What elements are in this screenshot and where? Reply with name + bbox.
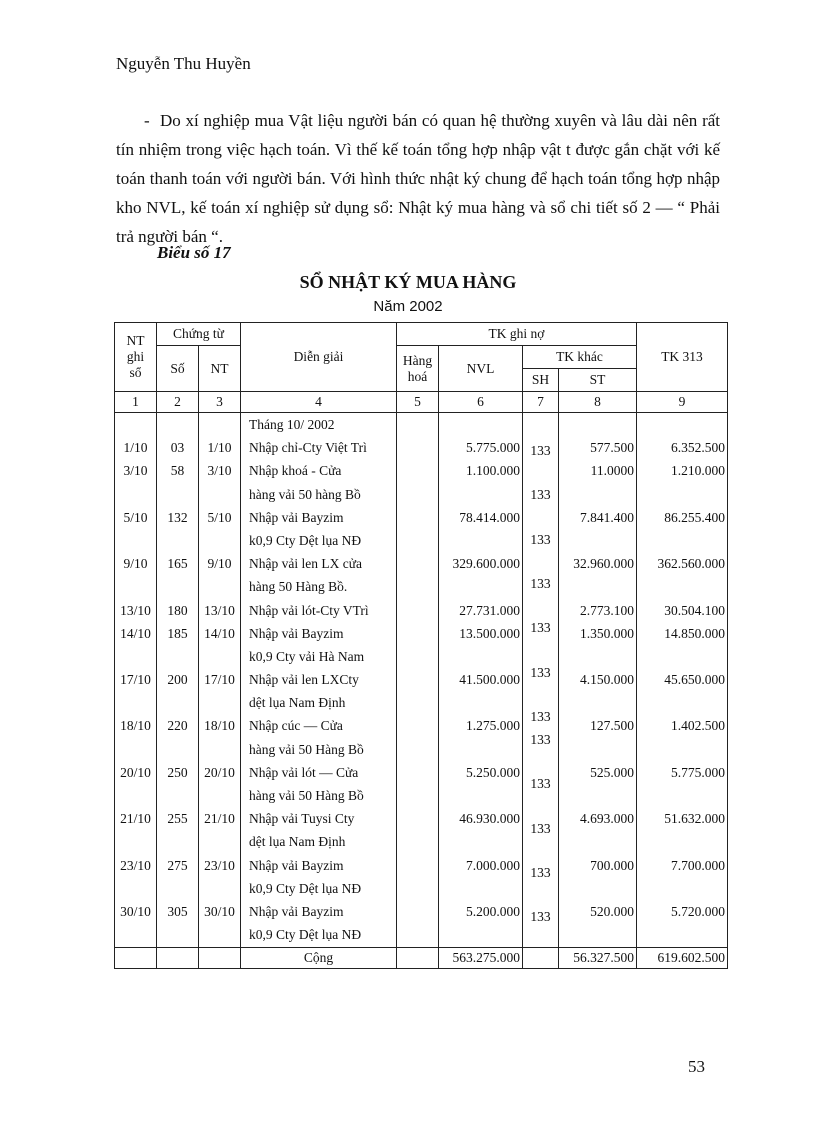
cell-sh: 133 [530, 776, 551, 792]
cell-tk313: 30.504.100 [664, 602, 725, 618]
cell-st [561, 575, 634, 598]
cell-desc: Nhập vải Tuysi Cty [249, 811, 355, 827]
cell-so: 132 [167, 509, 188, 525]
cell-hang-hoa [399, 599, 436, 622]
cell-nt-ghi [117, 691, 154, 714]
cell-tk313: 5.720.000 [671, 903, 725, 919]
cell-tk313: 6.352.500 [671, 440, 725, 456]
col-number: 4 [241, 392, 397, 413]
cell-nt-ghi: 13/10 [120, 602, 151, 618]
cell-so: 305 [167, 903, 188, 919]
col-number: 7 [523, 392, 559, 413]
cell-tk313: 86.255.400 [664, 509, 725, 525]
header-st: ST [559, 369, 637, 392]
cell-so: 255 [167, 811, 188, 827]
cell-tk313 [639, 645, 725, 668]
cell-hang-hoa [399, 784, 436, 807]
cell-hang-hoa [399, 575, 436, 598]
cell-desc: Nhập vải Bayzim [249, 509, 344, 525]
cell-sh: 133 [530, 909, 551, 925]
cell-nvl [441, 529, 520, 552]
cell-so: 03 [170, 440, 185, 456]
total-st: 56.327.500 [559, 947, 637, 968]
figure-label: Biểu số 17 [157, 243, 231, 262]
cell-so [159, 784, 196, 807]
cell-so [159, 413, 196, 436]
cell-nt: 30/10 [204, 903, 235, 919]
cell-st: 520.000 [590, 903, 634, 919]
cell-nt: 14/10 [204, 625, 235, 641]
cell-tk313: 1.402.500 [671, 718, 725, 734]
cell-st [561, 738, 634, 761]
cell-desc: Nhập vải len LXCty [249, 672, 359, 688]
header-chung-tu: Chứng từ [157, 323, 241, 346]
cell-tk313 [639, 923, 725, 946]
sh-lines [525, 413, 556, 947]
cell-hang-hoa [399, 645, 436, 668]
cell-nt [201, 738, 238, 761]
header-tk-khac: TK khác [523, 346, 637, 369]
cell-st [561, 413, 634, 436]
cell-nt [201, 645, 238, 668]
cell-sh: 133 [530, 664, 551, 680]
cell-nvl [441, 483, 520, 506]
cell-sh [525, 683, 556, 706]
total-empty [397, 947, 439, 968]
cell-nt: 3/10 [207, 463, 232, 479]
cell-sh [525, 416, 556, 439]
cell-st [561, 784, 634, 807]
cell-sh: 133 [530, 731, 551, 747]
cell-tk313 [639, 784, 725, 807]
cell-so [159, 738, 196, 761]
cell-nt-ghi [117, 529, 154, 552]
st-column [559, 413, 637, 948]
cell-sh [525, 928, 556, 951]
total-empty [199, 947, 241, 968]
cell-nvl: 1.275.000 [466, 718, 520, 734]
cell-tk313: 5.775.000 [671, 764, 725, 780]
cell-desc: dệt lụa Nam Định [249, 695, 346, 711]
cell-hang-hoa [399, 552, 436, 575]
col-number: 1 [115, 392, 157, 413]
table-body-row [115, 413, 728, 948]
header-tk-ghi-no: TK ghi nợ [397, 323, 637, 346]
intro-paragraph [116, 106, 720, 251]
cell-hang-hoa [399, 459, 436, 482]
cell-desc: dệt lụa Nam Định [249, 834, 346, 850]
author-name: Nguyễn Thu Huyền [116, 54, 251, 73]
cell-nt [201, 877, 238, 900]
cell-sh [525, 550, 556, 573]
cell-st: 525.000 [590, 764, 634, 780]
cell-nt: 23/10 [204, 857, 235, 873]
cell-nt-ghi: 14/10 [120, 625, 151, 641]
col-number: 6 [439, 392, 523, 413]
cell-sh [525, 461, 556, 484]
cell-nt-ghi [117, 645, 154, 668]
cell-hang-hoa [399, 807, 436, 830]
cell-so [159, 645, 196, 668]
cell-nt [201, 691, 238, 714]
cell-st: 4.150.000 [580, 672, 634, 688]
cell-so [159, 575, 196, 598]
cell-nt: 20/10 [204, 764, 235, 780]
cell-hang-hoa [399, 483, 436, 506]
cell-so [159, 877, 196, 900]
ledger-title: SỔ NHẬT KÝ MUA HÀNG [299, 272, 517, 292]
cell-tk313 [639, 529, 725, 552]
cell-hang-hoa [399, 622, 436, 645]
cell-tk313: 45.650.000 [664, 672, 725, 688]
cell-sh [525, 594, 556, 617]
cell-nvl [441, 738, 520, 761]
cell-sh: 133 [530, 709, 551, 725]
cell-tk313: 14.850.000 [664, 625, 725, 641]
cell-nt-ghi [117, 830, 154, 853]
cell-tk313: 51.632.000 [664, 811, 725, 827]
cell-nvl: 27.731.000 [459, 602, 520, 618]
cell-nvl: 46.930.000 [459, 811, 520, 827]
cell-nt-ghi: 17/10 [120, 672, 151, 688]
cell-desc: hàng vải 50 Hàng Bồ [249, 788, 364, 803]
cell-st [561, 529, 634, 552]
cell-desc: Nhập chỉ-Cty Việt Trì [249, 440, 367, 456]
cell-hang-hoa [399, 923, 436, 946]
cell-so: 58 [170, 463, 185, 479]
cell-nt [201, 784, 238, 807]
cell-nvl: 5.250.000 [466, 764, 520, 780]
total-label: Cộng [241, 947, 397, 968]
cell-so: 185 [167, 625, 188, 641]
cell-hang-hoa [399, 506, 436, 529]
cell-sh: 133 [530, 620, 551, 636]
cell-sh [525, 839, 556, 862]
cell-st [561, 483, 634, 506]
so-column [157, 413, 199, 948]
cell-nt [201, 923, 238, 946]
sh-column [523, 413, 559, 948]
cell-desc: hàng vải 50 hàng Bồ [249, 486, 361, 502]
cell-tk313 [639, 413, 725, 436]
cell-hang-hoa [399, 761, 436, 784]
cell-sh: 133 [530, 820, 551, 836]
cell-desc: Nhập vải Bayzim [249, 857, 344, 873]
cell-desc: hàng 50 Hàng Bồ. [249, 579, 348, 595]
cell-st: 32.960.000 [573, 556, 634, 572]
cell-nvl [441, 923, 520, 946]
cell-st [561, 877, 634, 900]
cell-tk313 [639, 483, 725, 506]
cell-so: 250 [167, 764, 188, 780]
cell-st: 11.0000 [590, 463, 634, 479]
cell-sh: 133 [530, 575, 551, 591]
cell-nvl: 41.500.000 [459, 672, 520, 688]
cell-nt [201, 413, 238, 436]
cell-hang-hoa [399, 413, 436, 436]
cell-tk313: 362.560.000 [657, 556, 725, 572]
cell-desc: Nhập vải lót — Cửa [249, 764, 359, 780]
cell-nvl [441, 691, 520, 714]
purchase-journal-table [114, 322, 728, 969]
cell-nt-ghi [117, 738, 154, 761]
cell-st [561, 923, 634, 946]
cell-nt-ghi [117, 923, 154, 946]
cell-tk313 [639, 738, 725, 761]
cell-st: 2.773.100 [580, 602, 634, 618]
cell-hang-hoa [399, 529, 436, 552]
cell-sh [525, 505, 556, 528]
cell-desc: Nhập khoá - Cửa [249, 463, 342, 479]
cell-desc: k0,9 Cty vải Hà Nam [249, 648, 365, 664]
cell-nvl [441, 575, 520, 598]
cell-sh [525, 883, 556, 906]
cell-hang-hoa [399, 854, 436, 877]
cell-nvl: 329.600.000 [452, 556, 520, 572]
cell-st [561, 830, 634, 853]
cell-hang-hoa [399, 436, 436, 459]
cell-hang-hoa [399, 830, 436, 853]
cell-sh [525, 639, 556, 662]
cell-sh [525, 750, 556, 773]
cell-st: 127.500 [590, 718, 634, 734]
cell-tk313 [639, 691, 725, 714]
cell-nt: 21/10 [204, 811, 235, 827]
cell-desc: hàng vải 50 Hàng Bồ [249, 741, 364, 757]
total-nvl: 563.275.000 [439, 947, 523, 968]
cell-st [561, 645, 634, 668]
cell-desc: Nhập vải Bayzim [249, 625, 344, 641]
cell-so: 165 [167, 556, 188, 572]
cell-so [159, 529, 196, 552]
cell-nvl: 5.775.000 [466, 440, 520, 456]
column-number-row [115, 392, 728, 413]
cell-desc: Nhập vải len LX cửa [249, 556, 363, 572]
col-number: 9 [637, 392, 728, 413]
nt-column [199, 413, 241, 948]
cell-so [159, 483, 196, 506]
cell-nt-ghi [117, 784, 154, 807]
cell-desc: k0,9 Cty Dệt lụa NĐ [249, 532, 362, 548]
col-number: 8 [559, 392, 637, 413]
cell-nt: 17/10 [204, 672, 235, 688]
cell-desc: k0,9 Cty Dệt lụa NĐ [249, 927, 362, 943]
cell-st: 7.841.400 [580, 509, 634, 525]
nvl-column [439, 413, 523, 948]
col-number: 3 [199, 392, 241, 413]
cell-nvl [441, 645, 520, 668]
cell-nt-ghi: 3/10 [123, 463, 148, 479]
cell-nvl: 78.414.000 [459, 509, 520, 525]
header-hang-hoa: Hàng hoá [397, 346, 439, 392]
cell-tk313: 1.210.000 [671, 463, 725, 479]
total-row [115, 947, 728, 968]
cell-so [159, 923, 196, 946]
total-tk313: 619.602.500 [637, 947, 728, 968]
cell-nt: 1/10 [207, 440, 232, 456]
cell-st [561, 691, 634, 714]
cell-nt [201, 830, 238, 853]
cell-so: 275 [167, 857, 188, 873]
cell-tk313 [639, 575, 725, 598]
cell-hang-hoa [399, 714, 436, 737]
cell-nvl [441, 877, 520, 900]
cell-hang-hoa [399, 900, 436, 923]
header-nt-ghi-so: NT ghi sổ [115, 323, 157, 392]
page-number: 53 [688, 1057, 705, 1076]
header-dien-giai: Diễn giải [241, 323, 397, 392]
cell-nt-ghi: 30/10 [120, 903, 151, 919]
cell-nvl [441, 830, 520, 853]
cell-so [159, 830, 196, 853]
cell-nvl: 5.200.000 [466, 903, 520, 919]
cell-nt [201, 483, 238, 506]
cell-so: 200 [167, 672, 188, 688]
cell-nvl: 13.500.000 [459, 625, 520, 641]
header-tk313: TK 313 [637, 323, 728, 392]
nt-ghi-so-column [115, 413, 157, 948]
cell-nt-ghi: 23/10 [120, 857, 151, 873]
cell-sh [525, 794, 556, 817]
total-empty [157, 947, 199, 968]
hang-hoa-column [397, 413, 439, 948]
cell-desc: Nhập cúc — Cửa [249, 718, 343, 734]
cell-nt-ghi: 5/10 [123, 509, 148, 525]
cell-nt-ghi [117, 413, 154, 436]
cell-nt-ghi: 1/10 [123, 440, 148, 456]
cell-nt-ghi [117, 483, 154, 506]
cell-tk313 [639, 830, 725, 853]
cell-nvl: 1.100.000 [466, 463, 520, 479]
cell-nt-ghi [117, 877, 154, 900]
cell-nt-ghi [117, 575, 154, 598]
header-sh: SH [523, 369, 559, 392]
cell-desc: Nhập vải lót-Cty VTrì [249, 602, 369, 618]
cell-nvl [441, 413, 520, 436]
cell-nt-ghi: 21/10 [120, 811, 151, 827]
header-so: Số [157, 346, 199, 392]
paragraph-text: Do xí nghiệp mua Vật liệu người bán có quan hệ thường xuyên và lâu dài nên rất tín nhiệm trong việc hạch toán. Vì thế kế toán tổng hợp nhập vật t được gắn chặt với kế toán thanh toán với người bán. Với hình thức nhật ký chung để hạch toán tổng hợp nhập kho NVL, kế toán xí nghiệp sử dụng sổ: Nhật ký mua hàng và sổ chi tiết số 2 — “ Phải trả người bán “. [116, 111, 720, 246]
cell-nt-ghi: 20/10 [120, 764, 151, 780]
cell-so: 180 [167, 602, 188, 618]
cell-sh: 133 [530, 865, 551, 880]
cell-tk313 [639, 877, 725, 900]
total-empty [115, 947, 157, 968]
cell-st: 1.350.000 [580, 625, 634, 641]
cell-hang-hoa [399, 738, 436, 761]
dien-giai-column [241, 413, 397, 948]
cell-nt: 18/10 [204, 718, 235, 734]
cell-hang-hoa [399, 877, 436, 900]
cell-desc: k0,9 Cty Dệt lụa NĐ [249, 880, 362, 896]
cell-tk313: 7.700.000 [671, 857, 725, 873]
cell-hang-hoa [399, 668, 436, 691]
header-nt: NT [199, 346, 241, 392]
cell-nvl: 7.000.000 [466, 857, 520, 873]
cell-nt: 9/10 [207, 556, 232, 572]
cell-nt: 5/10 [207, 509, 232, 525]
cell-sh: 133 [530, 531, 551, 547]
ledger-year: Năm 2002 [373, 298, 443, 315]
cell-nt-ghi: 18/10 [120, 718, 151, 734]
col-number: 2 [157, 392, 199, 413]
col-number: 5 [397, 392, 439, 413]
cell-sh: 133 [530, 442, 551, 458]
cell-st: 577.500 [590, 440, 634, 456]
cell-nt [201, 529, 238, 552]
cell-so [159, 691, 196, 714]
cell-so: 220 [167, 718, 188, 734]
cell-hang-hoa [399, 691, 436, 714]
tk313-column [637, 413, 728, 948]
cell-st: 4.693.000 [580, 811, 634, 827]
cell-desc: Nhập vải Bayzim [249, 903, 344, 919]
cell-nt [201, 575, 238, 598]
cell-nt: 13/10 [204, 602, 235, 618]
cell-nvl [441, 784, 520, 807]
cell-nt-ghi: 9/10 [123, 556, 148, 572]
header-nvl: NVL [439, 346, 523, 392]
cell-st: 700.000 [590, 857, 634, 873]
bullet-dash: - [144, 111, 150, 130]
cell-desc: Tháng 10/ 2002 [249, 417, 335, 432]
cell-sh: 133 [530, 487, 551, 503]
